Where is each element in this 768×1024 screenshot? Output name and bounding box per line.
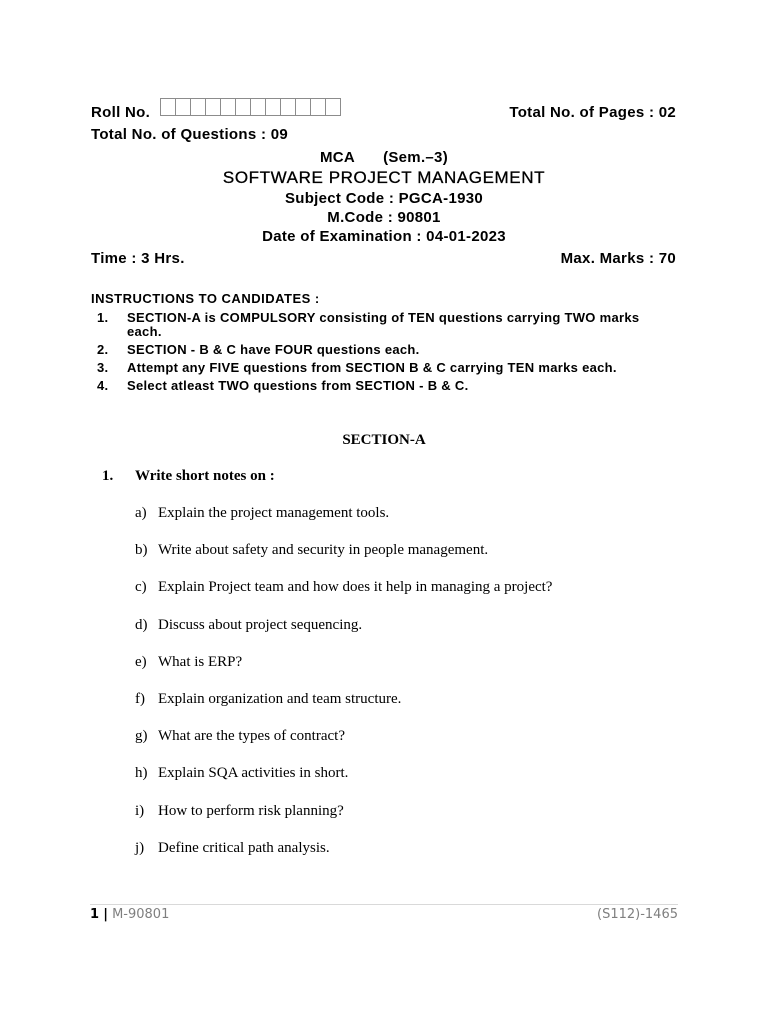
- sub-question-label: d): [135, 616, 148, 633]
- sub-question-text: Explain organization and team structure.: [158, 690, 402, 707]
- sub-question: [135, 654, 552, 691]
- roll-number-box: [310, 98, 326, 116]
- sub-question: [135, 803, 552, 840]
- roll-number-box: [250, 98, 266, 116]
- instruction-number: 2.: [97, 342, 109, 357]
- sub-question-label: i): [135, 802, 145, 819]
- sub-question-text: Write about safety and security in people management.: [158, 542, 489, 559]
- roll-number-box: [205, 98, 221, 116]
- instruction-item: [91, 311, 677, 339]
- instruction-text: SECTION - B & C have FOUR questions each.: [127, 342, 420, 357]
- sub-question-label: f): [135, 690, 145, 707]
- course-semester-line: [0, 149, 768, 166]
- total-questions: Total No. of Questions : 09: [91, 126, 288, 143]
- instruction-text: SECTION-A is COMPULSORY consisting of TEN questions carrying TWO marks each.: [127, 310, 640, 339]
- sub-question-label: g): [135, 728, 148, 745]
- sub-question-text: Explain Project team and how does it help in managing a project?: [158, 579, 553, 596]
- subject-title: SOFTWARE PROJECT MANAGEMENT: [222, 168, 546, 187]
- section-a-title: SECTION-A: [342, 432, 426, 448]
- sub-question-text: Define critical path analysis.: [158, 839, 330, 856]
- sub-question: [135, 765, 552, 802]
- roll-number-box: [235, 98, 251, 116]
- semester: (Sem.–3): [383, 149, 448, 166]
- sub-question-text: How to perform risk planning?: [158, 802, 344, 819]
- footer-mcode: M-90801: [112, 907, 170, 922]
- instruction-text: Select atleast TWO questions from SECTION - B & C.: [127, 378, 469, 393]
- sub-question-text: What is ERP?: [158, 653, 243, 670]
- roll-number-box: [220, 98, 236, 116]
- sub-question-text: Discuss about project sequencing.: [158, 616, 363, 633]
- footer-left: [90, 907, 169, 922]
- roll-number-boxes: [160, 98, 340, 116]
- sub-question-text: Explain SQA activities in short.: [158, 765, 349, 782]
- roll-number-box: [190, 98, 206, 116]
- sub-question-label: e): [135, 653, 147, 670]
- question-number: 1.: [102, 468, 114, 484]
- instruction-text: Attempt any FIVE questions from SECTION B & C carrying TEN marks each.: [127, 360, 617, 375]
- max-marks: Max. Marks : 70: [560, 250, 676, 267]
- instruction-item: [91, 379, 677, 393]
- sub-question: [135, 840, 552, 877]
- subject-code: Subject Code : PGCA-1930: [284, 190, 484, 207]
- sub-question-text: Explain the project management tools.: [158, 505, 390, 521]
- m-code: M.Code : 90801: [327, 209, 441, 226]
- footer-paper-code: (S112)-1465: [597, 907, 678, 922]
- instruction-number: 3.: [97, 360, 109, 375]
- instruction-item: [91, 343, 677, 357]
- question-text: Write short notes on :: [135, 468, 275, 484]
- instructions-heading: INSTRUCTIONS TO CANDIDATES :: [91, 291, 320, 306]
- sub-question: [135, 728, 552, 765]
- course-name: MCA: [320, 149, 356, 166]
- sub-question-label: c): [135, 579, 147, 596]
- total-pages: Total No. of Pages : 02: [509, 104, 676, 121]
- roll-number-box: [280, 98, 296, 116]
- exam-time: Time : 3 Hrs.: [91, 250, 185, 267]
- sub-question-label: b): [135, 542, 148, 559]
- roll-number-box: [160, 98, 176, 116]
- instruction-number: 1.: [97, 310, 109, 325]
- sub-question-list: [135, 505, 552, 877]
- exam-date: Date of Examination : 04-01-2023: [262, 228, 506, 245]
- footer-divider: [90, 904, 678, 905]
- sub-question: [135, 691, 552, 728]
- sub-question: [135, 505, 552, 542]
- sub-question-label: j): [135, 839, 145, 856]
- roll-number-box: [325, 98, 341, 116]
- instruction-number: 4.: [97, 378, 109, 393]
- sub-question: [135, 542, 552, 579]
- roll-number-label: Roll No.: [91, 104, 151, 121]
- footer-page-number: 1: [90, 907, 100, 922]
- roll-number-box: [175, 98, 191, 116]
- roll-number-box: [265, 98, 281, 116]
- sub-question-label: h): [135, 765, 148, 782]
- instruction-item: [91, 361, 677, 375]
- sub-question-label: a): [135, 505, 147, 521]
- roll-number-box: [295, 98, 311, 116]
- sub-question: [135, 617, 552, 654]
- sub-question: [135, 579, 552, 616]
- instructions-list: [91, 311, 677, 397]
- sub-question-text: What are the types of contract?: [158, 728, 345, 745]
- footer-separator: |: [103, 907, 108, 922]
